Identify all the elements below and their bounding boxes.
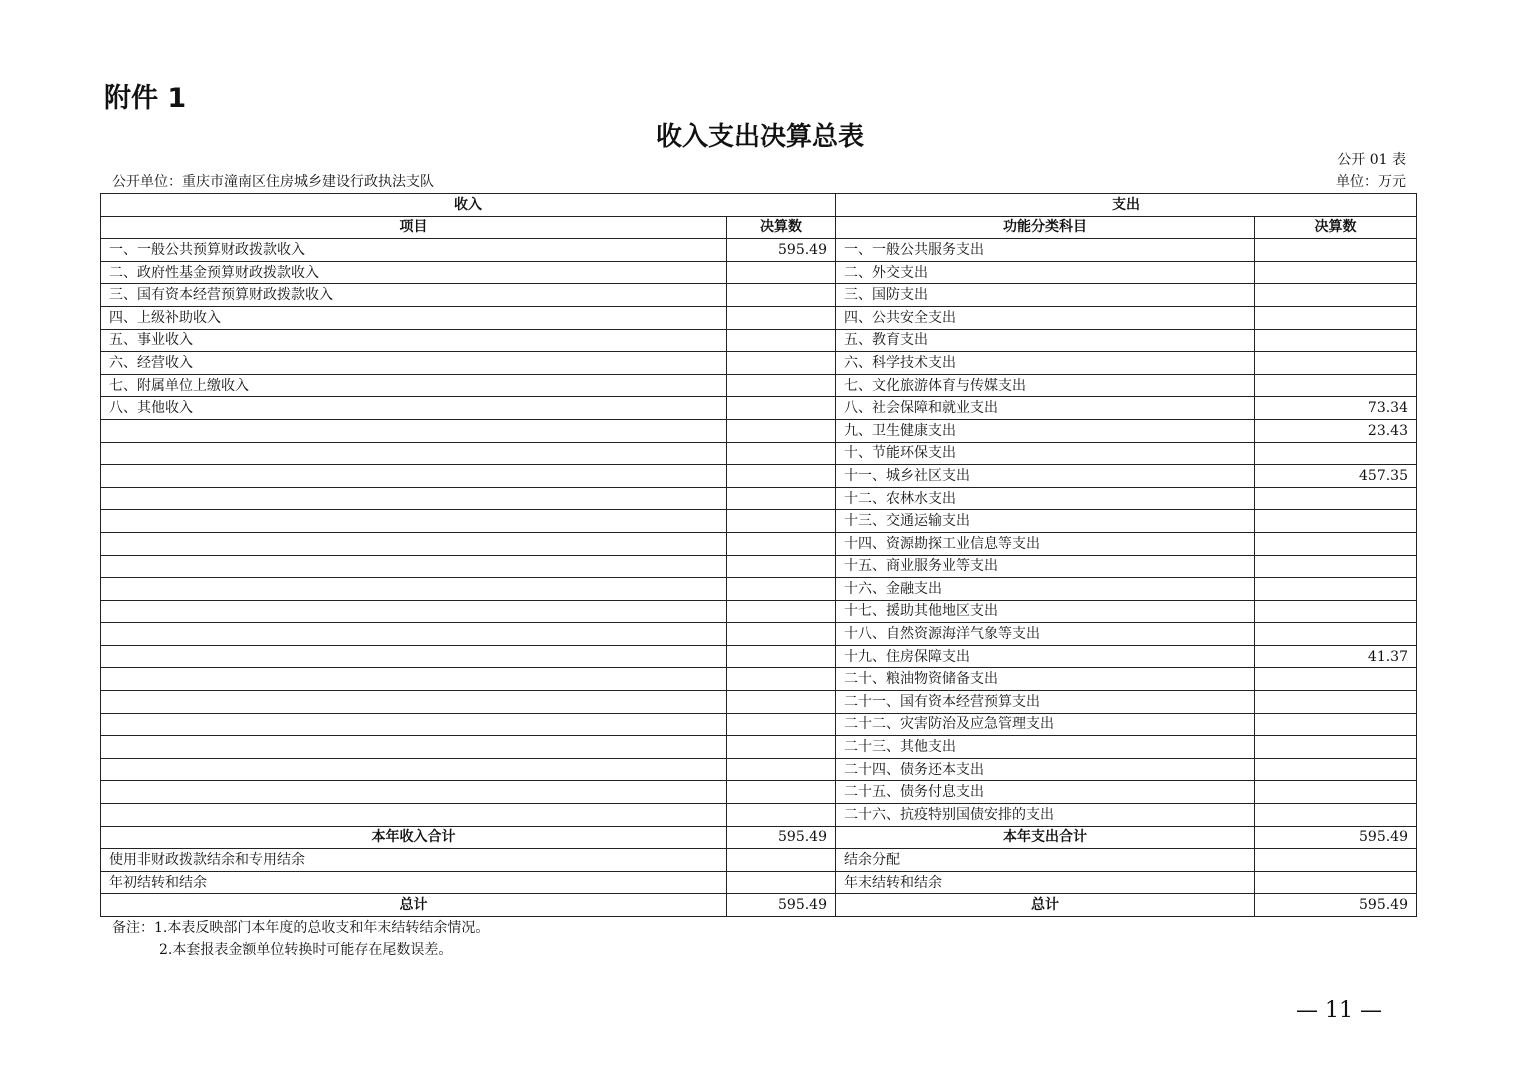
income-amount-cell (727, 442, 836, 465)
income-amount-cell (727, 306, 836, 329)
table-row (101, 306, 1417, 329)
table-row (101, 736, 1417, 759)
grand-total-income-value: 595.49 (727, 894, 836, 917)
income-item-cell (101, 578, 727, 601)
income-item-cell: 四、上级补助收入 (101, 306, 727, 329)
income-amount-cell (727, 691, 836, 714)
expense-amount-cell (1255, 329, 1417, 352)
table-row (101, 465, 1417, 488)
expense-amount-cell (1255, 758, 1417, 781)
income-item-cell: 五、事业收入 (101, 329, 727, 352)
income-amount-column-header: 决算数 (727, 216, 836, 239)
income-amount-cell (727, 510, 836, 533)
table-row (101, 713, 1417, 736)
income-amount-cell: 595.49 (727, 239, 836, 262)
expense-item-cell: 二十四、债务还本支出 (836, 758, 1255, 781)
income-item-cell (101, 758, 727, 781)
table-row (101, 352, 1417, 375)
expense-amount-cell (1255, 352, 1417, 375)
grand-total-row (101, 894, 1417, 917)
expense-amount-cell (1255, 600, 1417, 623)
income-amount-cell (727, 668, 836, 691)
expense-item-cell: 三、国防支出 (836, 284, 1255, 307)
table-row (101, 691, 1417, 714)
income-item-cell (101, 691, 727, 714)
income-amount-cell (727, 736, 836, 759)
expense-item-cell: 二十六、抗疫特别国债安排的支出 (836, 804, 1255, 827)
expense-item-cell: 二十三、其他支出 (836, 736, 1255, 759)
expense-amount-cell (1255, 623, 1417, 646)
grand-total-expense-label: 总计 (836, 894, 1255, 917)
income-amount-cell (727, 419, 836, 442)
income-amount-cell (727, 804, 836, 827)
table-row (101, 758, 1417, 781)
nonfiscal-label: 使用非财政拨款结余和专用结余 (101, 849, 727, 872)
expense-item-cell: 八、社会保障和就业支出 (836, 397, 1255, 420)
expense-amount-cell (1255, 736, 1417, 759)
expense-item-cell: 十九、住房保障支出 (836, 645, 1255, 668)
income-item-cell (101, 668, 727, 691)
income-amount-cell (727, 623, 836, 646)
end-balance-value (1255, 871, 1417, 894)
note-2: 2.本套报表金额单位转换时可能存在尾数误差。 (159, 942, 453, 958)
expense-amount-cell (1255, 578, 1417, 601)
table-row (101, 804, 1417, 827)
income-item-cell: 八、其他收入 (101, 397, 727, 420)
expense-item-cell: 九、卫生健康支出 (836, 419, 1255, 442)
attachment-label: 附件 1 (104, 83, 187, 114)
expense-item-cell: 十、节能环保支出 (836, 442, 1255, 465)
table-row (101, 261, 1417, 284)
income-item-cell (101, 555, 727, 578)
notes (112, 917, 489, 961)
item-column-header: 项目 (101, 216, 727, 239)
income-amount-cell (727, 781, 836, 804)
table-row (101, 329, 1417, 352)
begin-balance-label: 年初结转和结余 (101, 871, 727, 894)
table-row (101, 487, 1417, 510)
table-row (101, 510, 1417, 533)
income-amount-cell (727, 578, 836, 601)
expense-item-cell: 四、公共安全支出 (836, 306, 1255, 329)
table-row (101, 645, 1417, 668)
income-item-cell: 三、国有资本经营预算财政拨款收入 (101, 284, 727, 307)
expense-amount-cell: 41.37 (1255, 645, 1417, 668)
expense-section-header: 支出 (836, 194, 1417, 217)
year-income-total-value: 595.49 (727, 826, 836, 849)
form-number: 公开 01 表 (1337, 152, 1406, 168)
surplus-alloc-value (1255, 849, 1417, 872)
income-amount-cell (727, 329, 836, 352)
expense-item-cell: 二十一、国有资本经营预算支出 (836, 691, 1255, 714)
income-item-cell (101, 419, 727, 442)
table-row (101, 600, 1417, 623)
table-row (101, 284, 1417, 307)
table-row (101, 623, 1417, 646)
expense-amount-cell (1255, 510, 1417, 533)
expense-item-cell: 十四、资源勘探工业信息等支出 (836, 532, 1255, 555)
expense-amount-cell (1255, 555, 1417, 578)
income-item-cell (101, 736, 727, 759)
expense-amount-cell (1255, 374, 1417, 397)
income-item-cell: 六、经营收入 (101, 352, 727, 375)
table-row (101, 442, 1417, 465)
expense-amount-cell (1255, 804, 1417, 827)
end-balance-label: 年末结转和结余 (836, 871, 1255, 894)
table-row (101, 419, 1417, 442)
expense-item-cell: 二十五、债务付息支出 (836, 781, 1255, 804)
year-expense-total-label: 本年支出合计 (836, 826, 1255, 849)
expense-amount-cell (1255, 306, 1417, 329)
income-amount-cell (727, 465, 836, 488)
income-amount-cell (727, 487, 836, 510)
expense-item-cell: 十七、援助其他地区支出 (836, 600, 1255, 623)
expense-item-cell: 二十二、灾害防治及应急管理支出 (836, 713, 1255, 736)
nonfiscal-value (727, 849, 836, 872)
expense-amount-cell (1255, 442, 1417, 465)
income-item-cell (101, 487, 727, 510)
expense-item-cell: 二十、粮油物资储备支出 (836, 668, 1255, 691)
expense-amount-cell (1255, 668, 1417, 691)
year-income-total-label: 本年收入合计 (101, 826, 727, 849)
income-item-cell (101, 713, 727, 736)
table-row (101, 781, 1417, 804)
page-title: 收入支出决算总表 (655, 122, 864, 152)
grand-total-income-label: 总计 (101, 894, 727, 917)
func-subject-column-header: 功能分类科目 (836, 216, 1255, 239)
expense-amount-cell (1255, 713, 1417, 736)
expense-item-cell: 十五、商业服务业等支出 (836, 555, 1255, 578)
expense-amount-cell (1255, 781, 1417, 804)
income-item-cell (101, 442, 727, 465)
grand-total-expense-value: 595.49 (1255, 894, 1417, 917)
table-row (101, 374, 1417, 397)
expense-amount-cell (1255, 239, 1417, 262)
nonfiscal-row (101, 849, 1417, 872)
income-amount-cell (727, 352, 836, 375)
table-row (101, 578, 1417, 601)
income-item-cell (101, 465, 727, 488)
income-item-cell (101, 600, 727, 623)
column-header-row (101, 216, 1417, 239)
expense-amount-column-header: 决算数 (1255, 216, 1417, 239)
table-row (101, 239, 1417, 262)
currency-unit: 单位：万元 (1336, 174, 1406, 190)
expense-amount-cell: 23.43 (1255, 419, 1417, 442)
expense-item-cell: 七、文化旅游体育与传媒支出 (836, 374, 1255, 397)
income-item-cell (101, 645, 727, 668)
income-amount-cell (727, 555, 836, 578)
expense-item-cell: 十二、农林水支出 (836, 487, 1255, 510)
income-amount-cell (727, 261, 836, 284)
expense-item-cell: 十八、自然资源海洋气象等支出 (836, 623, 1255, 646)
income-item-cell (101, 623, 727, 646)
income-amount-cell (727, 600, 836, 623)
begin-balance-value (727, 871, 836, 894)
income-item-cell: 二、政府性基金预算财政拨款收入 (101, 261, 727, 284)
expense-amount-cell (1255, 261, 1417, 284)
expense-amount-cell (1255, 284, 1417, 307)
expense-item-cell: 十六、金融支出 (836, 578, 1255, 601)
expense-item-cell: 五、教育支出 (836, 329, 1255, 352)
year-total-row (101, 826, 1417, 849)
balance-row (101, 871, 1417, 894)
income-amount-cell (727, 374, 836, 397)
expense-amount-cell (1255, 487, 1417, 510)
expense-item-cell: 十一、城乡社区支出 (836, 465, 1255, 488)
income-amount-cell (727, 713, 836, 736)
income-item-cell (101, 804, 727, 827)
section-header-row (101, 194, 1417, 217)
expense-amount-cell (1255, 691, 1417, 714)
page-number: — 11 — (1296, 998, 1382, 1023)
expense-amount-cell (1255, 532, 1417, 555)
income-section-header: 收入 (101, 194, 836, 217)
expense-item-cell: 十三、交通运输支出 (836, 510, 1255, 533)
expense-amount-cell: 73.34 (1255, 397, 1417, 420)
note-1: 备注：1.本表反映部门本年度的总收支和年末结转结余情况。 (112, 920, 490, 936)
expense-item-cell: 六、科学技术支出 (836, 352, 1255, 375)
expense-item-cell: 二、外交支出 (836, 261, 1255, 284)
table-row (101, 668, 1417, 691)
income-item-cell (101, 781, 727, 804)
budget-summary-table (100, 193, 1417, 917)
income-amount-cell (727, 758, 836, 781)
expense-amount-cell: 457.35 (1255, 465, 1417, 488)
income-amount-cell (727, 645, 836, 668)
income-item-cell: 一、一般公共预算财政拨款收入 (101, 239, 727, 262)
income-amount-cell (727, 397, 836, 420)
surplus-alloc-label: 结余分配 (836, 849, 1255, 872)
expense-item-cell: 一、一般公共服务支出 (836, 239, 1255, 262)
year-expense-total-value: 595.49 (1255, 826, 1417, 849)
table-row (101, 397, 1417, 420)
income-item-cell (101, 510, 727, 533)
income-item-cell (101, 532, 727, 555)
table-row (101, 532, 1417, 555)
income-amount-cell (727, 532, 836, 555)
table-row (101, 555, 1417, 578)
reporting-unit: 公开单位：重庆市潼南区住房城乡建设行政执法支队 (112, 174, 434, 190)
income-amount-cell (727, 284, 836, 307)
income-item-cell: 七、附属单位上缴收入 (101, 374, 727, 397)
